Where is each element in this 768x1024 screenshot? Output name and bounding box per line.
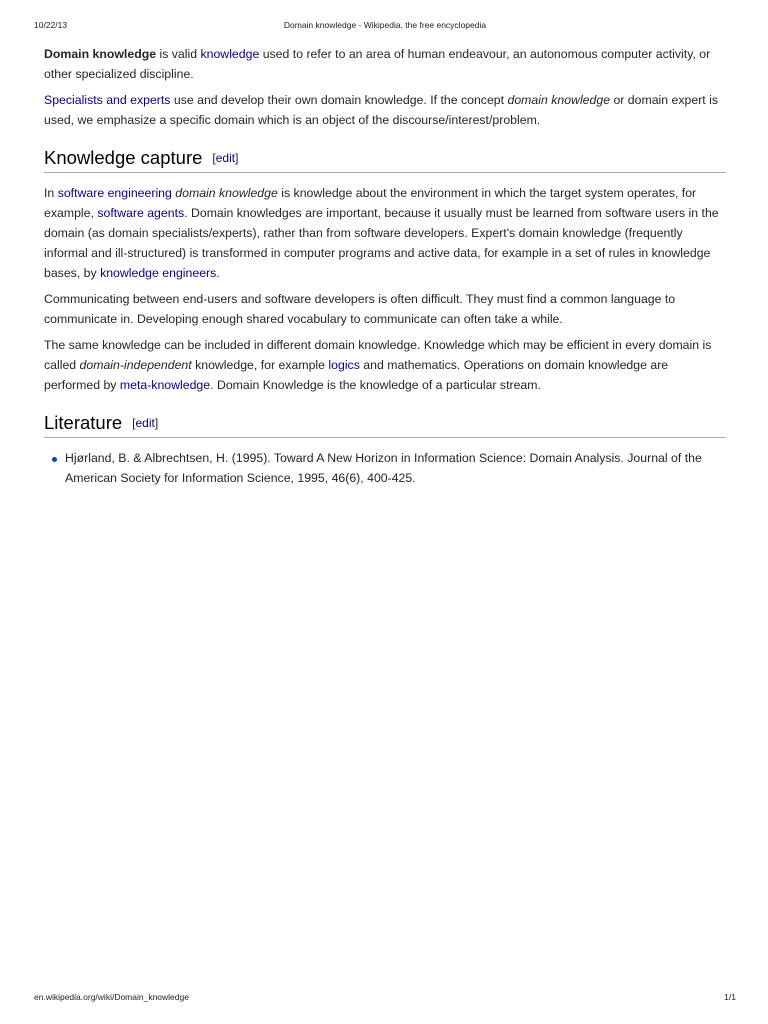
edit-section-knowledge-capture: [edit] <box>212 151 239 165</box>
print-page-title: Domain knowledge - Wikipedia, the free encyclopedia <box>283 20 487 30</box>
link-knowledge-engineers[interactable]: knowledge engineers <box>100 266 217 280</box>
intro-paragraph-2: Specialists and experts use and develop their own domain knowledge. If the concept domain knowledge or domain expert is used, we emphasize a specific domain which is an object of the discourse/interest/problem. <box>44 93 719 127</box>
link-specialists-and-experts[interactable]: Specialists and experts <box>44 93 171 107</box>
link-software-agents[interactable]: software agents <box>97 206 185 220</box>
print-date: 10/22/13 <box>34 20 68 30</box>
link-logics[interactable]: logics <box>328 358 360 372</box>
print-footer <box>34 992 736 1004</box>
link-knowledge[interactable]: knowledge <box>200 47 260 61</box>
edit-link-knowledge-capture[interactable]: edit <box>215 151 236 165</box>
literature-list <box>44 448 726 488</box>
print-page-number: 1/1 <box>724 992 736 1002</box>
section-heading-literature: Literature [edit] <box>44 411 726 438</box>
edit-section-literature: [edit] <box>132 416 159 430</box>
article-content <box>44 44 726 488</box>
print-url: en.wikipedia.org/wiki/Domain_knowledge <box>34 992 189 1002</box>
link-software-engineering[interactable]: software engineering <box>57 186 172 200</box>
list-item: Hjørland, B. & Albrechtsen, H. (1995). Toward A New Horizon in Information Science: Domain Analysis. Journal of the American Society for Information Science, 1995, 46(6), 400-425. <box>44 448 726 488</box>
knowledge-capture-paragraph-2: Communicating between end-users and software developers is often difficult. They must find a common language to communicate in. Developing enough shared vocabulary to communicate can often take a while. <box>44 292 676 326</box>
knowledge-capture-paragraph-3: The same knowledge can be included in different domain knowledge. Knowledge which may be efficient in every domain is called domain-independent knowledge, for example logics and mathematics. Operations on domain knowledge are performed by meta-knowledge. Domain Knowledge is the knowledge of a particular stream. <box>44 338 712 392</box>
link-meta-knowledge[interactable]: meta-knowledge <box>119 378 211 392</box>
intro-paragraph-1: Domain knowledge is valid knowledge used to refer to an area of human endeavour, an autonomous computer activity, or other specialized discipline. <box>44 47 711 81</box>
bullet-icon <box>52 457 57 462</box>
edit-link-literature[interactable]: edit <box>135 416 155 430</box>
article-term: Domain knowledge <box>44 47 157 61</box>
knowledge-capture-paragraph-1: In software engineering domain knowledge is knowledge about the environment in which the target system operates, for example, software agents. Domain knowledges are important, because it usually must be learned from software users in the domain (as domain specialists/experts), rather than from software developers. Expert's domain knowledge (frequently informal and ill-structured) is transformed in computer programs and active data, for example in a set of rules in knowledge bases, by knowledge engineers. <box>44 186 719 280</box>
print-header <box>34 20 736 32</box>
section-heading-knowledge-capture: Knowledge capture [edit] <box>44 146 726 173</box>
